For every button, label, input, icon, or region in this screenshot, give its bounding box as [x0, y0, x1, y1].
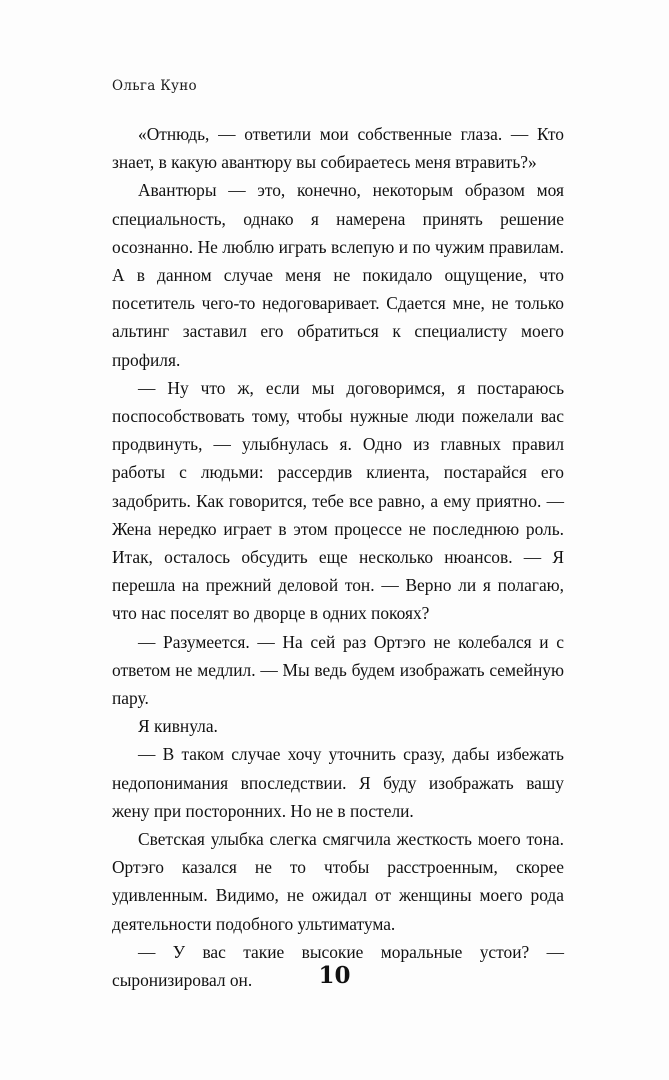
running-head-author: Ольга Куно	[112, 78, 197, 94]
paragraph: «Отнюдь, — ответили мои собственные глаза. — Кто знает, в какую авантюру вы собираетесь меня втравить?»	[112, 124, 564, 173]
paragraph: Авантюры — это, конечно, некоторым образом моя специальность, однако я намерена принять решение осознанно. Не люблю играть вслепую и по чужим правилам. А в данном случае меня не покидало ощущение, что посетитель чего-то недоговаривает. Сдается мне, не только альтинг заставил его обратиться к специалисту моего профиля.	[112, 180, 564, 370]
paragraph: — Разумеется. — На сей раз Ортэго не колебался и с ответом не медлил. — Мы ведь будем изображать семейную пару.	[112, 631, 564, 709]
page-number: 10	[318, 962, 351, 989]
paragraph: Я кивнула.	[138, 716, 218, 737]
paragraph: — Ну что ж, если мы договоримся, я постараюсь поспособствовать тому, чтобы нужные люди пожелали вас продвинуть, — улыбнулась я. Одно из главных правил работы с людьми: рассердив клиента, постарайся его задобрить. Как говорится, тебе все равно, а ему приятно. — Жена нередко играет в этом процессе не последнюю роль. Итак, осталось обсудить еще несколько нюансов. — Я перешла на прежний деловой тон. — Верно ли я полагаю, что нас поселят во дворце в одних покоях?	[112, 377, 564, 624]
body-text	[112, 120, 564, 994]
paragraph: Светская улыбка слегка смягчила жесткость моего тона. Ортэго казался не то чтобы расстроенным, скорее удивленным. Видимо, не ожидал от женщины моего рода деятельности подобного ультиматума.	[112, 829, 564, 934]
paragraph: — У вас такие высокие моральные устои? — сыронизировал он.	[112, 941, 564, 991]
paragraph: — В таком случае хочу уточнить сразу, дабы избежать недопонимания впоследствии. Я буду изображать вашу жену при посторонних. Но не в постели.	[112, 744, 564, 821]
